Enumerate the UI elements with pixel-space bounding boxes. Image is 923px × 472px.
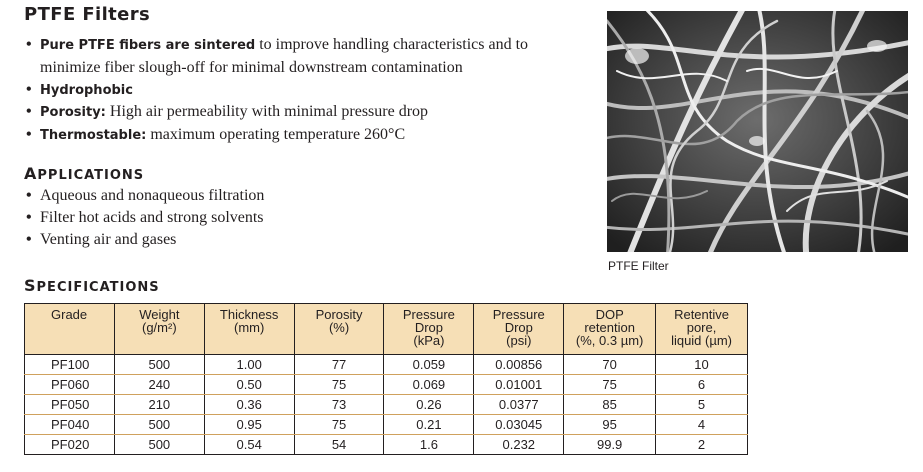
column-header-line: (kPa) [413,333,445,348]
column-header [384,304,474,355]
table-cell: 77 [294,355,384,375]
table-row [25,395,748,415]
page-title: PTFE Filters [24,4,151,25]
feature-list [24,34,564,147]
table-cell: 0.54 [204,435,294,455]
table-cell: PF050 [25,395,115,415]
table-cell: 0.0377 [474,395,564,415]
table-cell: 95 [564,415,656,435]
column-header [294,304,384,355]
table-cell: 4 [656,415,748,435]
table-cell: 6 [656,375,748,395]
column-header-line: liquid (µm) [671,333,733,348]
column-header-line: (%) [328,320,350,335]
column-header-line: pore, [686,320,717,335]
table-cell: 2 [656,435,748,455]
column-header-line: Drop [504,320,533,335]
table-cell: 54 [294,435,384,455]
table-cell: 10 [656,355,748,375]
table-cell: 73 [294,395,384,415]
column-header-line: DOP [595,307,624,322]
table-cell: 75 [564,375,656,395]
table-cell: 240 [114,375,204,395]
table-cell: 1.6 [384,435,474,455]
application-item: • Filter hot acids and strong solvents [24,207,564,229]
table-header-row [25,304,748,355]
column-header-line: Weight [139,307,180,322]
column-header [204,304,294,355]
column-header [25,304,115,355]
table-cell: 0.21 [384,415,474,435]
table-row [25,415,748,435]
column-header-line: (psi) [506,333,532,348]
specifications-heading: SPECIFICATIONS [24,276,160,295]
feature-text: maximum operating temperature 260°C [146,126,406,144]
column-header [474,304,564,355]
table-cell: 75 [294,415,384,435]
table-cell: 0.069 [384,375,474,395]
feature-item [24,124,564,147]
table-cell: 500 [114,355,204,375]
sem-fiber-micrograph-image [607,11,908,252]
table-cell: 0.01001 [474,375,564,395]
column-header-line: Grade [51,307,88,322]
table-cell: 1.00 [204,355,294,375]
table-row [25,435,748,455]
table-cell: 0.232 [474,435,564,455]
table-cell: 210 [114,395,204,415]
table-cell: 5 [656,395,748,415]
table-cell: 70 [564,355,656,375]
table-cell: PF100 [25,355,115,375]
table-cell: 0.95 [204,415,294,435]
feature-label: Pure PTFE fibers are sintered [40,38,256,53]
column-header-line: Thickness [219,307,279,322]
table-cell: 500 [114,415,204,435]
table-cell: PF060 [25,375,115,395]
feature-label: Hydrophobic [40,82,133,98]
specifications-table [24,303,748,455]
applications-list [24,185,564,250]
column-header-line: (g/m²) [141,320,177,335]
fiber-texture-icon [607,11,908,252]
feature-text: to improve handling characteristics and to minimize fiber slough-off for minimal downstream contamination [40,36,529,76]
column-header-line: Pressure [402,307,455,322]
application-item: • Venting air and gases [24,229,564,251]
photo-caption: PTFE Filter [608,259,669,273]
column-header-line: (%, 0.3 µm) [575,333,644,348]
table-cell: 75 [294,375,384,395]
table-cell: 0.26 [384,395,474,415]
feature-item [24,101,564,124]
column-header-line: Pressure [492,307,545,322]
table-cell: 0.00856 [474,355,564,375]
feature-item [24,34,564,79]
column-header-line: Drop [414,320,443,335]
table-cell: 0.059 [384,355,474,375]
column-header-line: (mm) [234,320,265,335]
application-item: • Aqueous and nonaqueous filtration [24,185,564,207]
table-cell: 500 [114,435,204,455]
column-header-line: retention [584,320,635,335]
table-cell: PF040 [25,415,115,435]
feature-text: High air permeability with minimal pressure drop [105,103,429,121]
table-cell: 99.9 [564,435,656,455]
feature-label: Porosity: [40,105,106,121]
table-row [25,375,748,395]
applications-heading: APPLICATIONS [24,164,145,183]
feature-item [24,79,564,102]
table-cell: 0.36 [204,395,294,415]
column-header-line: Retentive [674,307,729,322]
feature-label: Thermostable: [40,128,147,144]
table-body [25,355,748,455]
column-header-line: Porosity [315,307,363,322]
table-cell: 0.50 [204,375,294,395]
column-header [564,304,656,355]
table-cell: PF020 [25,435,115,455]
table-cell: 0.03045 [474,415,564,435]
table-cell: 85 [564,395,656,415]
column-header [114,304,204,355]
column-header [656,304,748,355]
table-row [25,355,748,375]
